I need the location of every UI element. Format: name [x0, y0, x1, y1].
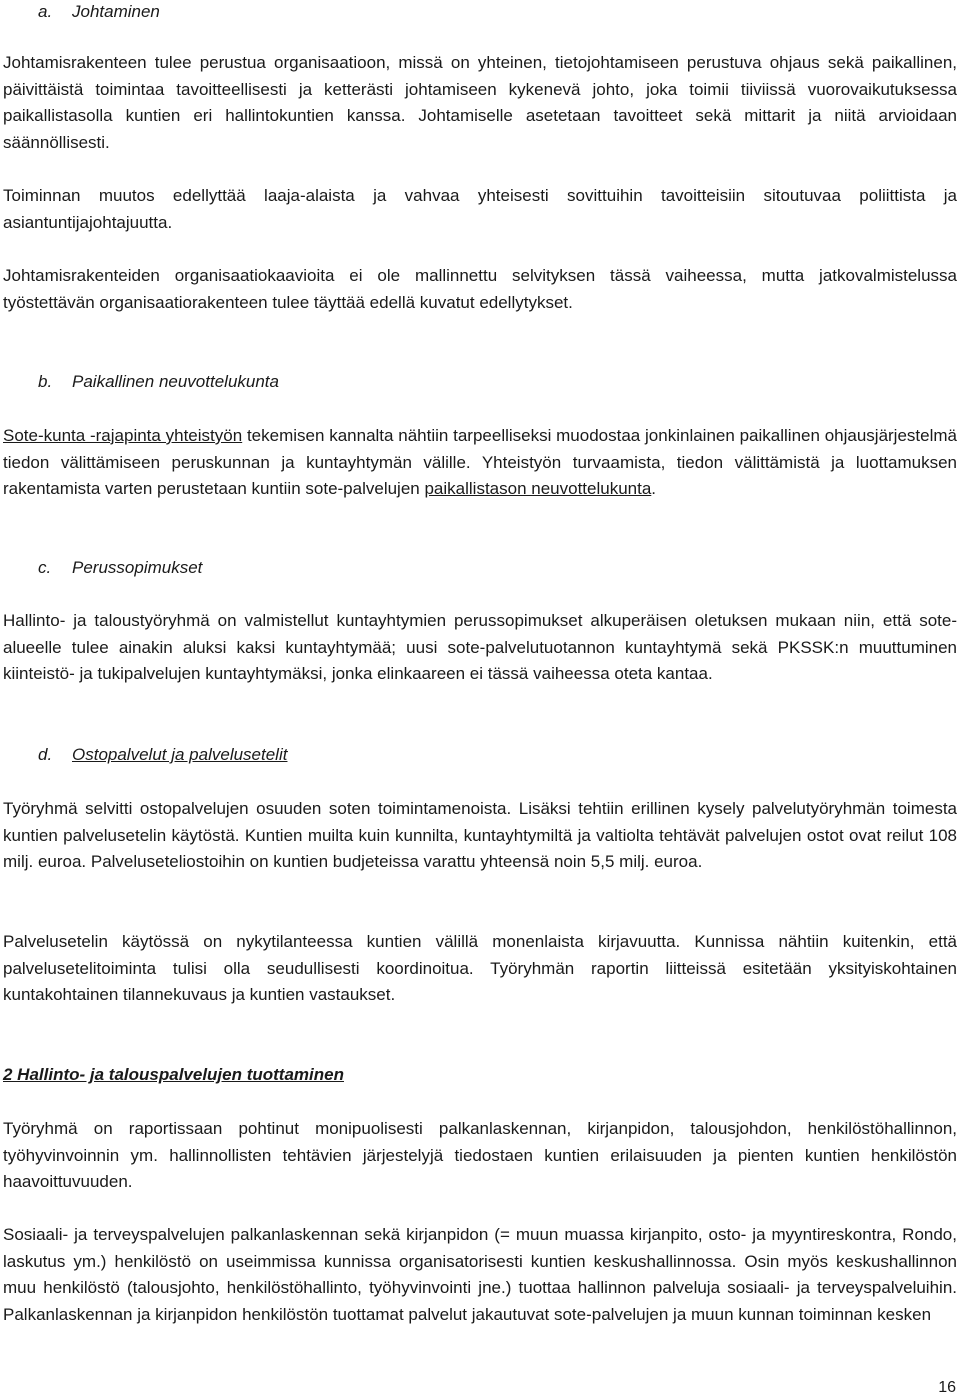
section-a-title: Johtaminen: [72, 2, 160, 21]
section-2-paragraph-1: Työryhmä on raportissaan pohtinut monipuolisesti palkanlaskennan, kirjanpidon, talousjohdon, henkilöstöhallinnon, työhyvinvoinnin ym. hallinnollisten tehtävien järjestelyjä tiedostaen kuntien erilaisuuden ja pienten kuntien henkilöstön haavoittuvuuden.: [3, 1119, 957, 1191]
section-b-title: Paikallinen neuvottelukunta: [72, 372, 279, 391]
section-b-text-end: .: [651, 479, 657, 498]
section-d-marker: d.: [38, 745, 53, 764]
section-b-marker: b.: [38, 372, 53, 391]
section-c-heading: [38, 556, 202, 580]
section-d-heading: [38, 743, 287, 767]
section-d-paragraph-1: Työryhmä selvitti ostopalvelujen osuuden soten toimintamenoista. Lisäksi tehtiin erillinen kysely palvelutyöryhmän toimesta kuntien palvelusetelin käytöstä. Kuntien muilta kuin kunnilta, kuntayhtymiltä ja valtiolta tehtävät palvelujen ostot ovat reilut 108 milj. euroa. Palveluseteliostoihin on kuntien budjeteissa varattu yhteensä noin 5,5 milj. euroa.: [3, 799, 957, 871]
section-a-marker: a.: [38, 2, 53, 21]
section-a-heading: [38, 0, 160, 24]
sote-kunta-link[interactable]: Sote-kunta -rajapinta yhteistyön: [3, 426, 243, 445]
section-c-paragraph-1: Hallinto- ja taloustyöryhmä on valmistellut kuntayhtymien perussopimukset alkuperäisen oletuksen mukaan niin, että sote-alueelle tulee ainakin aluksi kaksi kuntayhtymää; uusi sote-palvelutuotannon kuntayhtymä sekä PKSSK:n muuttuminen kiinteistö- ja tukipalvelujen kuntayhtymäksi, jonka elinkaareen ei tässä vaiheessa oteta kantaa.: [3, 611, 957, 683]
section-c-marker: c.: [38, 558, 52, 577]
page-number: 16: [938, 1379, 956, 1396]
section-2-paragraph-2: Sosiaali- ja terveyspalvelujen palkanlaskennan sekä kirjanpidon (= muun muassa kirjanpito, osto- ja myyntireskontra, Rondo, laskutus ym.) henkilöstö on useimmissa kunnissa organisatorisesti kuntien keskushallinnossa. Osin myös keskushallinnon muu henkilöstö (talousjohto, henkilöstöhallinto, työhyvinvointi jne.) tuottaa hallinnon palveluja sosiaali- ja terveyspalveluihin. Palkanlaskennan ja kirjanpidon henkilöstön tuottamat palvelut jakautuvat sote-palvelujen ja muun kunnan toiminnan kesken: [3, 1225, 957, 1324]
section-d-title: Ostopalvelut ja palvelusetelit: [72, 745, 288, 764]
section-2-heading: 2 Hallinto- ja talouspalvelujen tuottaminen: [3, 1065, 344, 1084]
section-b-paragraph-1: [3, 423, 957, 503]
section-c-title: Perussopimukset: [72, 558, 203, 577]
section-b-heading: [38, 370, 279, 394]
section-b-text-mid: tekemisen kannalta nähtiin tarpeelliseksi muodostaa jonkinlainen paikallinen ohjausjärjestelmä tiedon välittämiseen peruskunnan ja kuntayhtymän välille. Yhteistyön turvaamista, tiedon välittämistä ja luottamuksen rakentamista varten perustetaan kuntiin sote-palvelujen: [3, 426, 957, 498]
section-a-paragraph-2: Toiminnan muutos edellyttää laaja-alaista ja vahvaa yhteisesti sovittuihin tavoitteisiin sitoutuvaa poliittista ja asiantuntijajohtajuutta.: [3, 186, 957, 232]
neuvottelukunta-link[interactable]: paikallistason neuvottelukunta: [424, 479, 652, 498]
section-a-paragraph-1: Johtamisrakenteen tulee perustua organisaatioon, missä on yhteinen, tietojohtamiseen perustuva ohjaus sekä paikallinen, päivittäistä toimintaa tavoitteellisesti ja ketterästi johtamiseen kykenevä johto, joka toimii tiiviissä vuorovaikutuksessa paikallistasolla kuntien eri hallintokuntien kanssa. Johtamiselle asetetaan tavoitteet sekä mittarit ja niitä arvioidaan säännöllisesti.: [3, 53, 957, 152]
section-d-paragraph-2: Palvelusetelin käytössä on nykytilanteessa kuntien välillä monenlaista kirjavuutta. Kunnissa nähtiin kuitenkin, että palvelusetelitoiminta tulisi olla seudullisesti koordinoitua. Työryhmän raportin liitteissä esitetään yksityiskohtainen kuntakohtainen tilannekuvaus ja kuntien vastaukset.: [3, 932, 957, 1004]
section-a-paragraph-3: Johtamisrakenteiden organisaatiokaavioita ei ole mallinnettu selvityksen tässä vaiheessa, mutta jatkovalmistelussa työstettävän organisaatiorakenteen tulee täyttää edellä kuvatut edellytykset.: [3, 266, 957, 312]
